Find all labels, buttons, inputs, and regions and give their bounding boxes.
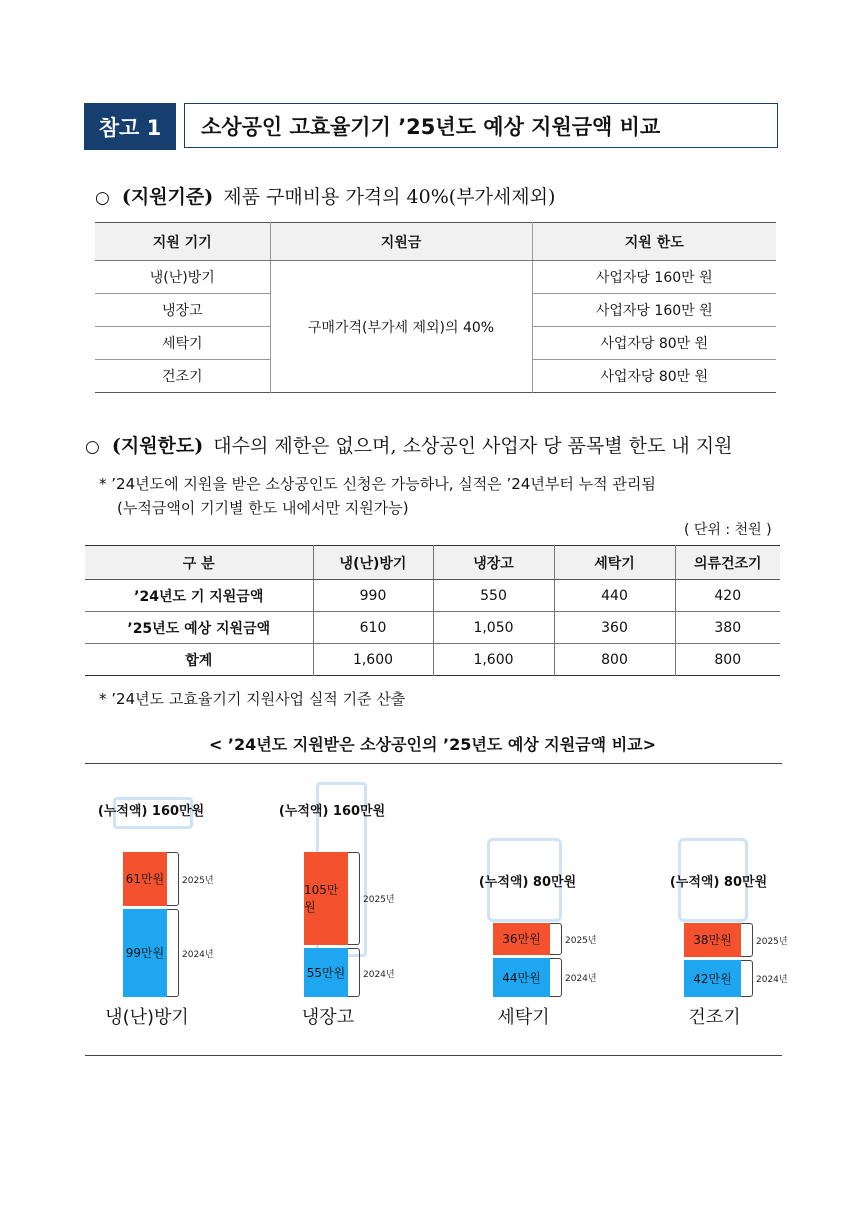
bracket-2025 (167, 852, 179, 906)
footnote-line: (누적금액이 기기별 한도 내에서만 지원가능) (117, 499, 409, 517)
year-label-2024: 2024년 (565, 974, 597, 985)
accumulated-label: (누적액) 160만원 (278, 803, 386, 819)
category-label: 건조기 (688, 1007, 741, 1028)
chart-title: < ’24년도 지원받은 소상공인의 ’25년도 예상 지원금액 비교> (208, 735, 657, 754)
table-header-cell: 지원 한도 (532, 223, 776, 261)
value-cell: 420 (675, 580, 780, 612)
category-label: 세탁기 (497, 1007, 550, 1028)
value-cell: 380 (675, 612, 780, 644)
device-cell: 냉장고 (95, 294, 270, 327)
bar-2025: 36만원 (493, 923, 550, 955)
year-label-2024: 2024년 (756, 975, 788, 986)
value-cell: 990 (313, 580, 433, 612)
section-text: 제품 구매비용 가격의 40%(부가세제외) (223, 186, 556, 208)
table-header-cell: 냉(난)방기 (313, 546, 433, 580)
circle-bullet-icon: ○ (85, 437, 100, 457)
value-cell: 1,050 (433, 612, 554, 644)
unit-label: ( 단위 : 천원 ) (684, 522, 772, 538)
year-label-2025: 2025년 (363, 895, 395, 906)
footnote-line: * ’24년도 고효율기기 지원사업 실적 기준 산출 (99, 690, 406, 708)
limit-cell: 사업자당 80만 원 (532, 360, 776, 393)
bar-2024: 44만원 (493, 958, 550, 997)
support-amount-cell: 구매가격(부가세 제외)의 40% (270, 261, 532, 393)
table-header-cell: 지원 기기 (95, 223, 270, 261)
bracket-2024 (167, 909, 179, 997)
accumulated-label: (누적액) 80만원 (478, 874, 577, 890)
table-header-cell: 세탁기 (554, 546, 675, 580)
device-cell: 세탁기 (95, 327, 270, 360)
value-cell: 360 (554, 612, 675, 644)
row-label-cell: ’25년도 예상 지원금액 (85, 612, 313, 644)
value-cell: 1,600 (433, 644, 554, 676)
category-label: 냉장고 (301, 1007, 355, 1028)
year-label-2024: 2024년 (182, 949, 214, 960)
bar-2024: 42만원 (684, 960, 741, 997)
bracket-2025 (348, 852, 360, 945)
value-cell: 550 (433, 580, 554, 612)
device-cell: 냉(난)방기 (95, 261, 270, 294)
bracket-2025 (741, 923, 753, 957)
year-label-2025: 2025년 (756, 936, 788, 947)
limit-cell: 사업자당 80만 원 (532, 327, 776, 360)
limit-cell: 사업자당 160만 원 (532, 294, 776, 327)
value-cell: 800 (554, 644, 675, 676)
value-cell: 800 (675, 644, 780, 676)
device-cell: 건조기 (95, 360, 270, 393)
limit-cell: 사업자당 160만 원 (532, 261, 776, 294)
row-label-cell: 합계 (85, 644, 313, 676)
page-title: 소상공인 고효율기기 ’25년도 예상 지원금액 비교 (184, 103, 778, 148)
bar-2025: 105만원 (304, 852, 348, 945)
year-label-2025: 2025년 (565, 935, 597, 946)
table-header-cell: 구 분 (85, 546, 313, 580)
reference-tag: 참고 1 (84, 103, 176, 150)
accumulated-label: (누적액) 160만원 (97, 803, 205, 819)
bar-2024: 55만원 (304, 948, 348, 997)
section-lead: (지원한도) (111, 435, 204, 457)
divider (85, 1055, 782, 1056)
circle-bullet-icon: ○ (95, 188, 110, 208)
value-cell: 1,600 (313, 644, 433, 676)
value-cell: 440 (554, 580, 675, 612)
bar-2025: 38만원 (684, 923, 741, 957)
year-label-2025: 2025년 (182, 875, 214, 886)
row-label-cell: ’24년도 기 지원금액 (85, 580, 313, 612)
bracket-2024 (741, 960, 753, 997)
bracket-2024 (550, 958, 562, 997)
section-lead: (지원기준) (121, 186, 214, 208)
table-header-cell: 지원금 (270, 223, 532, 261)
accumulated-label: (누적액) 80만원 (669, 874, 768, 890)
bracket-2025 (550, 923, 562, 955)
table-header-cell: 의류건조기 (675, 546, 780, 580)
section-text: 대수의 제한은 없으며, 소상공인 사업자 당 품목별 한도 내 지원 (213, 435, 733, 457)
bracket-2024 (348, 948, 360, 997)
year-label-2024: 2024년 (363, 969, 395, 980)
bar-2024: 99만원 (123, 909, 167, 997)
bar-2025: 61만원 (123, 852, 167, 906)
category-label: 냉(난)방기 (105, 1007, 189, 1028)
value-cell: 610 (313, 612, 433, 644)
table-header-cell: 냉장고 (433, 546, 554, 580)
footnote-line: * ’24년도에 지원을 받은 소상공인도 신청은 가능하나, 실적은 ’24년부터 누적 관리됨 (99, 475, 656, 493)
